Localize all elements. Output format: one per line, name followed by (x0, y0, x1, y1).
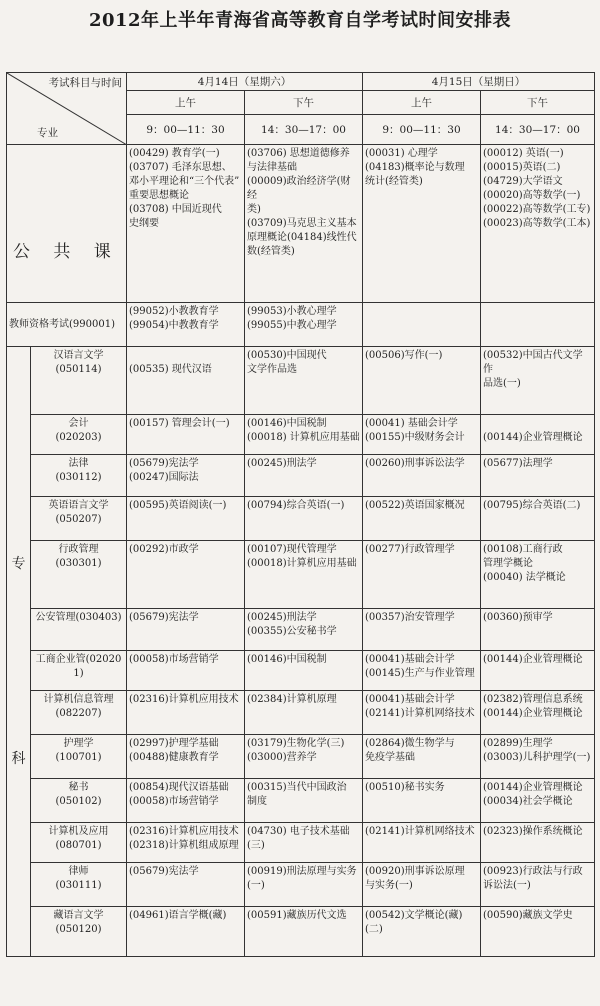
course-line: (00041)基础会计学 (365, 654, 455, 665)
exam-cell (363, 415, 481, 455)
specialty-row (7, 415, 595, 455)
course-line: 史纲要 (129, 218, 159, 229)
specialty-row (7, 779, 595, 823)
course-line: 统计(经管类) (365, 176, 423, 187)
course-line: (04730) 电子技术基础 (247, 826, 350, 837)
course-line: (00020)高等数学(一) (483, 190, 581, 201)
exam-cell (127, 735, 245, 779)
course-line: (00155)中级财务会计 (365, 432, 465, 443)
major-name-cell (31, 415, 127, 455)
specialty-row (7, 609, 595, 651)
exam-cell (245, 497, 363, 541)
major-code: (100701) (55, 752, 102, 763)
course-line: (99054)中教教育学 (129, 320, 219, 331)
major-name: 英语语言文学 (48, 500, 109, 511)
major-name: 计算机信息管理 (43, 694, 114, 705)
major-name-cell (31, 347, 127, 415)
major-name-cell (31, 735, 127, 779)
exam-cell (363, 691, 481, 735)
course-line: (00245)刑法学 (247, 612, 317, 623)
exam-cell (363, 863, 481, 907)
exam-cell (481, 863, 595, 907)
major-code: (080701) (55, 840, 102, 851)
course-line: (00919)刑法原理与实务 (247, 866, 357, 877)
course-line: (00157) 管理会计(一) (129, 418, 230, 429)
exam-cell (481, 609, 595, 651)
major-code: (020203) (55, 432, 102, 443)
exam-cell (481, 691, 595, 735)
course-line: (00315)当代中国政治 (247, 782, 347, 793)
course-line: (00041) 基础会计学 (365, 418, 458, 429)
course-line: (00247)国际法 (129, 472, 199, 483)
specialty-row (7, 863, 595, 907)
course-line: (00360)预审学 (483, 612, 553, 623)
course-line: (00591)藏族历代文选 (247, 910, 347, 921)
major-code: (030111) (55, 880, 102, 891)
specialty-row (7, 347, 595, 415)
exam-cell (481, 415, 595, 455)
exam-schedule-table (6, 72, 595, 957)
course-line: (一) (247, 880, 265, 891)
exam-cell (127, 497, 245, 541)
exam-cell (481, 303, 595, 347)
course-line: 类) (247, 204, 261, 215)
course-line: 免疫学基础 (365, 752, 416, 763)
course-line: (00488)健康教育学 (129, 752, 219, 763)
course-line: (00018)计算机应用基础 (247, 558, 357, 569)
specialty-label-bottom: 科 (11, 751, 26, 767)
exam-cell (127, 415, 245, 455)
course-line: (02316)计算机应用技术 (129, 694, 239, 705)
exam-cell (245, 691, 363, 735)
course-line: (00041)基础会计学 (365, 694, 455, 705)
course-line: (00542)文学概论(藏)(二) (365, 910, 463, 935)
time-header: 9：00—11：30 (127, 115, 245, 145)
course-line: (00794)综合英语(一) (247, 500, 345, 511)
course-line: 与法律基础 (247, 162, 297, 173)
course-line: (05677)法理学 (483, 458, 553, 469)
course-line: 品选(一) (483, 378, 521, 389)
period-header: 下午 (481, 91, 595, 115)
exam-cell (245, 735, 363, 779)
exam-cell (245, 609, 363, 651)
exam-cell (245, 455, 363, 497)
exam-cell (363, 735, 481, 779)
course-line: (00018) 计算机应用基础 (247, 432, 360, 443)
corner-header-cell (7, 73, 127, 145)
course-line: (00034)社会学概论 (483, 796, 573, 807)
major-name: 汉语言文学 (53, 350, 104, 361)
exam-cell (363, 651, 481, 691)
time-header: 14：30—17：00 (481, 115, 595, 145)
major-name-cell (31, 863, 127, 907)
major-name-cell (31, 907, 127, 957)
course-line: (03707) 毛泽东思想、 (129, 162, 232, 173)
course-line: 与实务(一) (365, 880, 413, 891)
specialty-row (7, 691, 595, 735)
major-code: (030301) (55, 558, 102, 569)
course-line: (99053)小教心理学 (247, 306, 337, 317)
major-name: 护理学 (63, 738, 94, 749)
course-line: (00260)刑事诉讼法学 (365, 458, 465, 469)
period-header: 上午 (363, 91, 481, 115)
exam-cell (127, 863, 245, 907)
specialty-row (7, 541, 595, 609)
course-line: (04729)大学语文 (483, 176, 563, 187)
course-line: (99052)小教教育学 (129, 306, 219, 317)
course-line: (00009)政治经济学(财经 (247, 176, 351, 201)
time-header: 9：00—11：30 (363, 115, 481, 145)
major-name-cell (31, 497, 127, 541)
exam-cell (127, 145, 245, 303)
course-line: (00144)企业管理概论 (483, 654, 583, 665)
public-course-row (7, 145, 595, 303)
course-line: (00144)企业管理概论 (483, 782, 583, 793)
exam-cell (363, 907, 481, 957)
course-line: (00107)现代管理学 (247, 544, 337, 555)
course-line: (03709)马克思主义基本 (247, 218, 357, 229)
course-line: (00595)英语阅读(一) (129, 500, 227, 511)
major-name-cell (31, 691, 127, 735)
course-line: (02323)操作系统概论 (483, 826, 583, 837)
exam-cell (363, 779, 481, 823)
course-line: (00146)中国税制 (247, 418, 327, 429)
exam-cell (245, 651, 363, 691)
course-line: (00506)写作(一) (365, 350, 443, 361)
course-line: (00058)市场营销学 (129, 654, 219, 665)
course-line: (00023)高等数学(工本) (483, 218, 591, 229)
major-name: 计算机及应用 (48, 826, 109, 837)
specialty-vertical-label (7, 347, 31, 957)
major-code: (082207) (55, 708, 102, 719)
course-line: (03000)营养学 (247, 752, 317, 763)
course-line: (00923)行政法与行政 (483, 866, 583, 877)
course-line (129, 349, 242, 363)
course-line: 文学作品选 (247, 364, 297, 375)
course-line: (05679)宪法学 (129, 612, 199, 623)
course-line: (00245)刑法学 (247, 458, 317, 469)
teacher-qualification-label: 教师资格考试(990001) (7, 303, 127, 347)
major-code: (030112) (55, 472, 102, 483)
exam-cell (481, 779, 595, 823)
course-line: (00355)公安秘书学 (247, 626, 337, 637)
specialty-label-top: 专 (11, 556, 26, 572)
major-code: (050207) (55, 514, 102, 525)
course-line: (05679)宪法学 (129, 866, 199, 877)
exam-cell (245, 145, 363, 303)
major-name: 工商企业管(020201) (35, 654, 122, 679)
course-line: (02384)计算机原理 (247, 694, 337, 705)
major-name: 会计 (68, 418, 89, 429)
major-name-cell (31, 455, 127, 497)
page-title: 2012年上半年青海省高等教育自学考试时间安排表 (88, 10, 512, 31)
major-name: 藏语言文学 (53, 910, 104, 921)
course-line: 诉讼法(一) (483, 880, 531, 891)
course-line: (02899)生理学 (483, 738, 553, 749)
course-line: (03003)儿科护理学(一) (483, 752, 591, 763)
course-line: (00022)高等数学(工专) (483, 204, 591, 215)
course-line: (00429) 教育学(一) (129, 148, 220, 159)
specialty-row (7, 497, 595, 541)
exam-cell (363, 609, 481, 651)
exam-cell (481, 497, 595, 541)
exam-cell (127, 303, 245, 347)
major-code: (050102) (55, 796, 102, 807)
course-line: (00012) 英语(一) (483, 148, 564, 159)
major-name-cell (31, 541, 127, 609)
course-line: (03179)生物化学(三) (247, 738, 345, 749)
exam-cell (245, 303, 363, 347)
exam-cell (127, 907, 245, 957)
exam-cell (127, 779, 245, 823)
day-header: 4月15日（星期日） (363, 73, 595, 91)
course-line: (00015)英语(二) (483, 162, 561, 173)
course-line: (00522)英语国家概况 (365, 500, 465, 511)
course-line: (00795)综合英语(二) (483, 500, 581, 511)
course-line: (00031) 心理学 (365, 148, 438, 159)
course-line: (04961)语言学概(藏) (129, 910, 227, 921)
course-line: (02141)计算机网络技术 (365, 708, 475, 719)
exam-cell (245, 347, 363, 415)
course-line: (02318)计算机组成原理 (129, 840, 239, 851)
exam-cell (363, 541, 481, 609)
course-line: 制度 (247, 796, 267, 807)
day-header: 4月14日（星期六） (127, 73, 363, 91)
course-line: 管理学概论 (483, 558, 534, 569)
major-name-cell (31, 823, 127, 863)
course-line: (02997)护理学基础 (129, 738, 219, 749)
exam-cell (363, 303, 481, 347)
time-header: 14：30—17：00 (245, 115, 363, 145)
exam-cell (363, 347, 481, 415)
exam-cell (245, 907, 363, 957)
major-name: 行政管理 (58, 544, 99, 555)
course-line: (00530)中国现代 (247, 350, 327, 361)
course-line: 数(经管类) (247, 246, 295, 257)
specialty-row (7, 455, 595, 497)
course-line: (03708) 中国近现代 (129, 204, 222, 215)
exam-cell (481, 145, 595, 303)
exam-cell (245, 541, 363, 609)
course-line: (04183)概率论与数理 (365, 162, 465, 173)
course-line: (00532)中国古代文学作 (483, 350, 583, 375)
course-line: (00277)行政管理学 (365, 544, 455, 555)
course-line: (00292)市政学 (129, 544, 199, 555)
specialty-row (7, 823, 595, 863)
exam-cell (127, 455, 245, 497)
exam-cell (363, 455, 481, 497)
course-line: (00145)生产与作业管理 (365, 668, 475, 679)
major-name: 公安管理(030403) (35, 612, 122, 623)
public-course-label-cell (7, 145, 127, 303)
corner-top-label: 考试科目与时间 (48, 77, 122, 89)
exam-cell (481, 455, 595, 497)
major-name-cell (31, 651, 127, 691)
course-line: (00510)秘书实务 (365, 782, 445, 793)
exam-cell (127, 609, 245, 651)
course-line: (02141)计算机网络技术 (365, 826, 475, 837)
course-line: 原理概论(04184)线性代 (247, 232, 357, 243)
exam-cell (127, 823, 245, 863)
period-header: 上午 (127, 91, 245, 115)
exam-cell (127, 691, 245, 735)
exam-cell (481, 735, 595, 779)
exam-cell (245, 863, 363, 907)
course-line: (00144)企业管理概论 (483, 708, 583, 719)
exam-cell (363, 145, 481, 303)
course-line: (00040) 法学概论 (483, 572, 566, 583)
course-line: (00920)刑事诉讼原理 (365, 866, 465, 877)
specialty-row (7, 651, 595, 691)
public-course-label: 公 共 课 (13, 242, 120, 262)
course-line: (99055)中教心理学 (247, 320, 337, 331)
course-line (483, 417, 592, 431)
exam-cell (363, 497, 481, 541)
exam-cell (481, 347, 595, 415)
exam-cell (363, 823, 481, 863)
exam-cell (481, 823, 595, 863)
course-line: (00590)藏族文学史 (483, 910, 573, 921)
major-code: (050120) (55, 924, 102, 935)
course-line: (00146)中国税制 (247, 654, 327, 665)
period-header: 下午 (245, 91, 363, 115)
major-name-cell (31, 609, 127, 651)
exam-cell (481, 907, 595, 957)
major-name: 律师 (68, 866, 89, 877)
course-line: 邓小平理论和“三个代表” (129, 176, 240, 187)
course-line: (00357)治安管理学 (365, 612, 455, 623)
course-line: (00108)工商行政 (483, 544, 563, 555)
course-line: (03706) 思想道德修养 (247, 148, 350, 159)
course-line: (00535) 现代汉语 (129, 364, 212, 375)
specialty-row (7, 735, 595, 779)
major-code: (050114) (55, 364, 102, 375)
corner-bottom-label: 专业 (37, 127, 58, 139)
course-line: (05679)宪法学 (129, 458, 199, 469)
course-line: (02316)计算机应用技术 (129, 826, 239, 837)
major-name: 法律 (68, 458, 89, 469)
course-line: (00854)现代汉语基础 (129, 782, 229, 793)
specialty-row (7, 907, 595, 957)
exam-cell (127, 541, 245, 609)
exam-cell (481, 541, 595, 609)
major-name: 秘书 (68, 782, 89, 793)
course-line: (00058)市场营销学 (129, 796, 219, 807)
exam-cell (481, 651, 595, 691)
exam-cell (245, 415, 363, 455)
exam-cell (127, 651, 245, 691)
exam-cell (245, 779, 363, 823)
course-line: (三) (247, 840, 265, 851)
major-name-cell (31, 779, 127, 823)
course-line: 重要思想概论 (129, 190, 189, 201)
course-line: (02864)微生物学与 (365, 738, 455, 749)
exam-cell (127, 347, 245, 415)
course-line: (02382)管理信息系统 (483, 694, 583, 705)
course-line: (00144)企业管理概论 (483, 432, 583, 443)
teacher-qualification-row (7, 303, 595, 347)
exam-cell (245, 823, 363, 863)
